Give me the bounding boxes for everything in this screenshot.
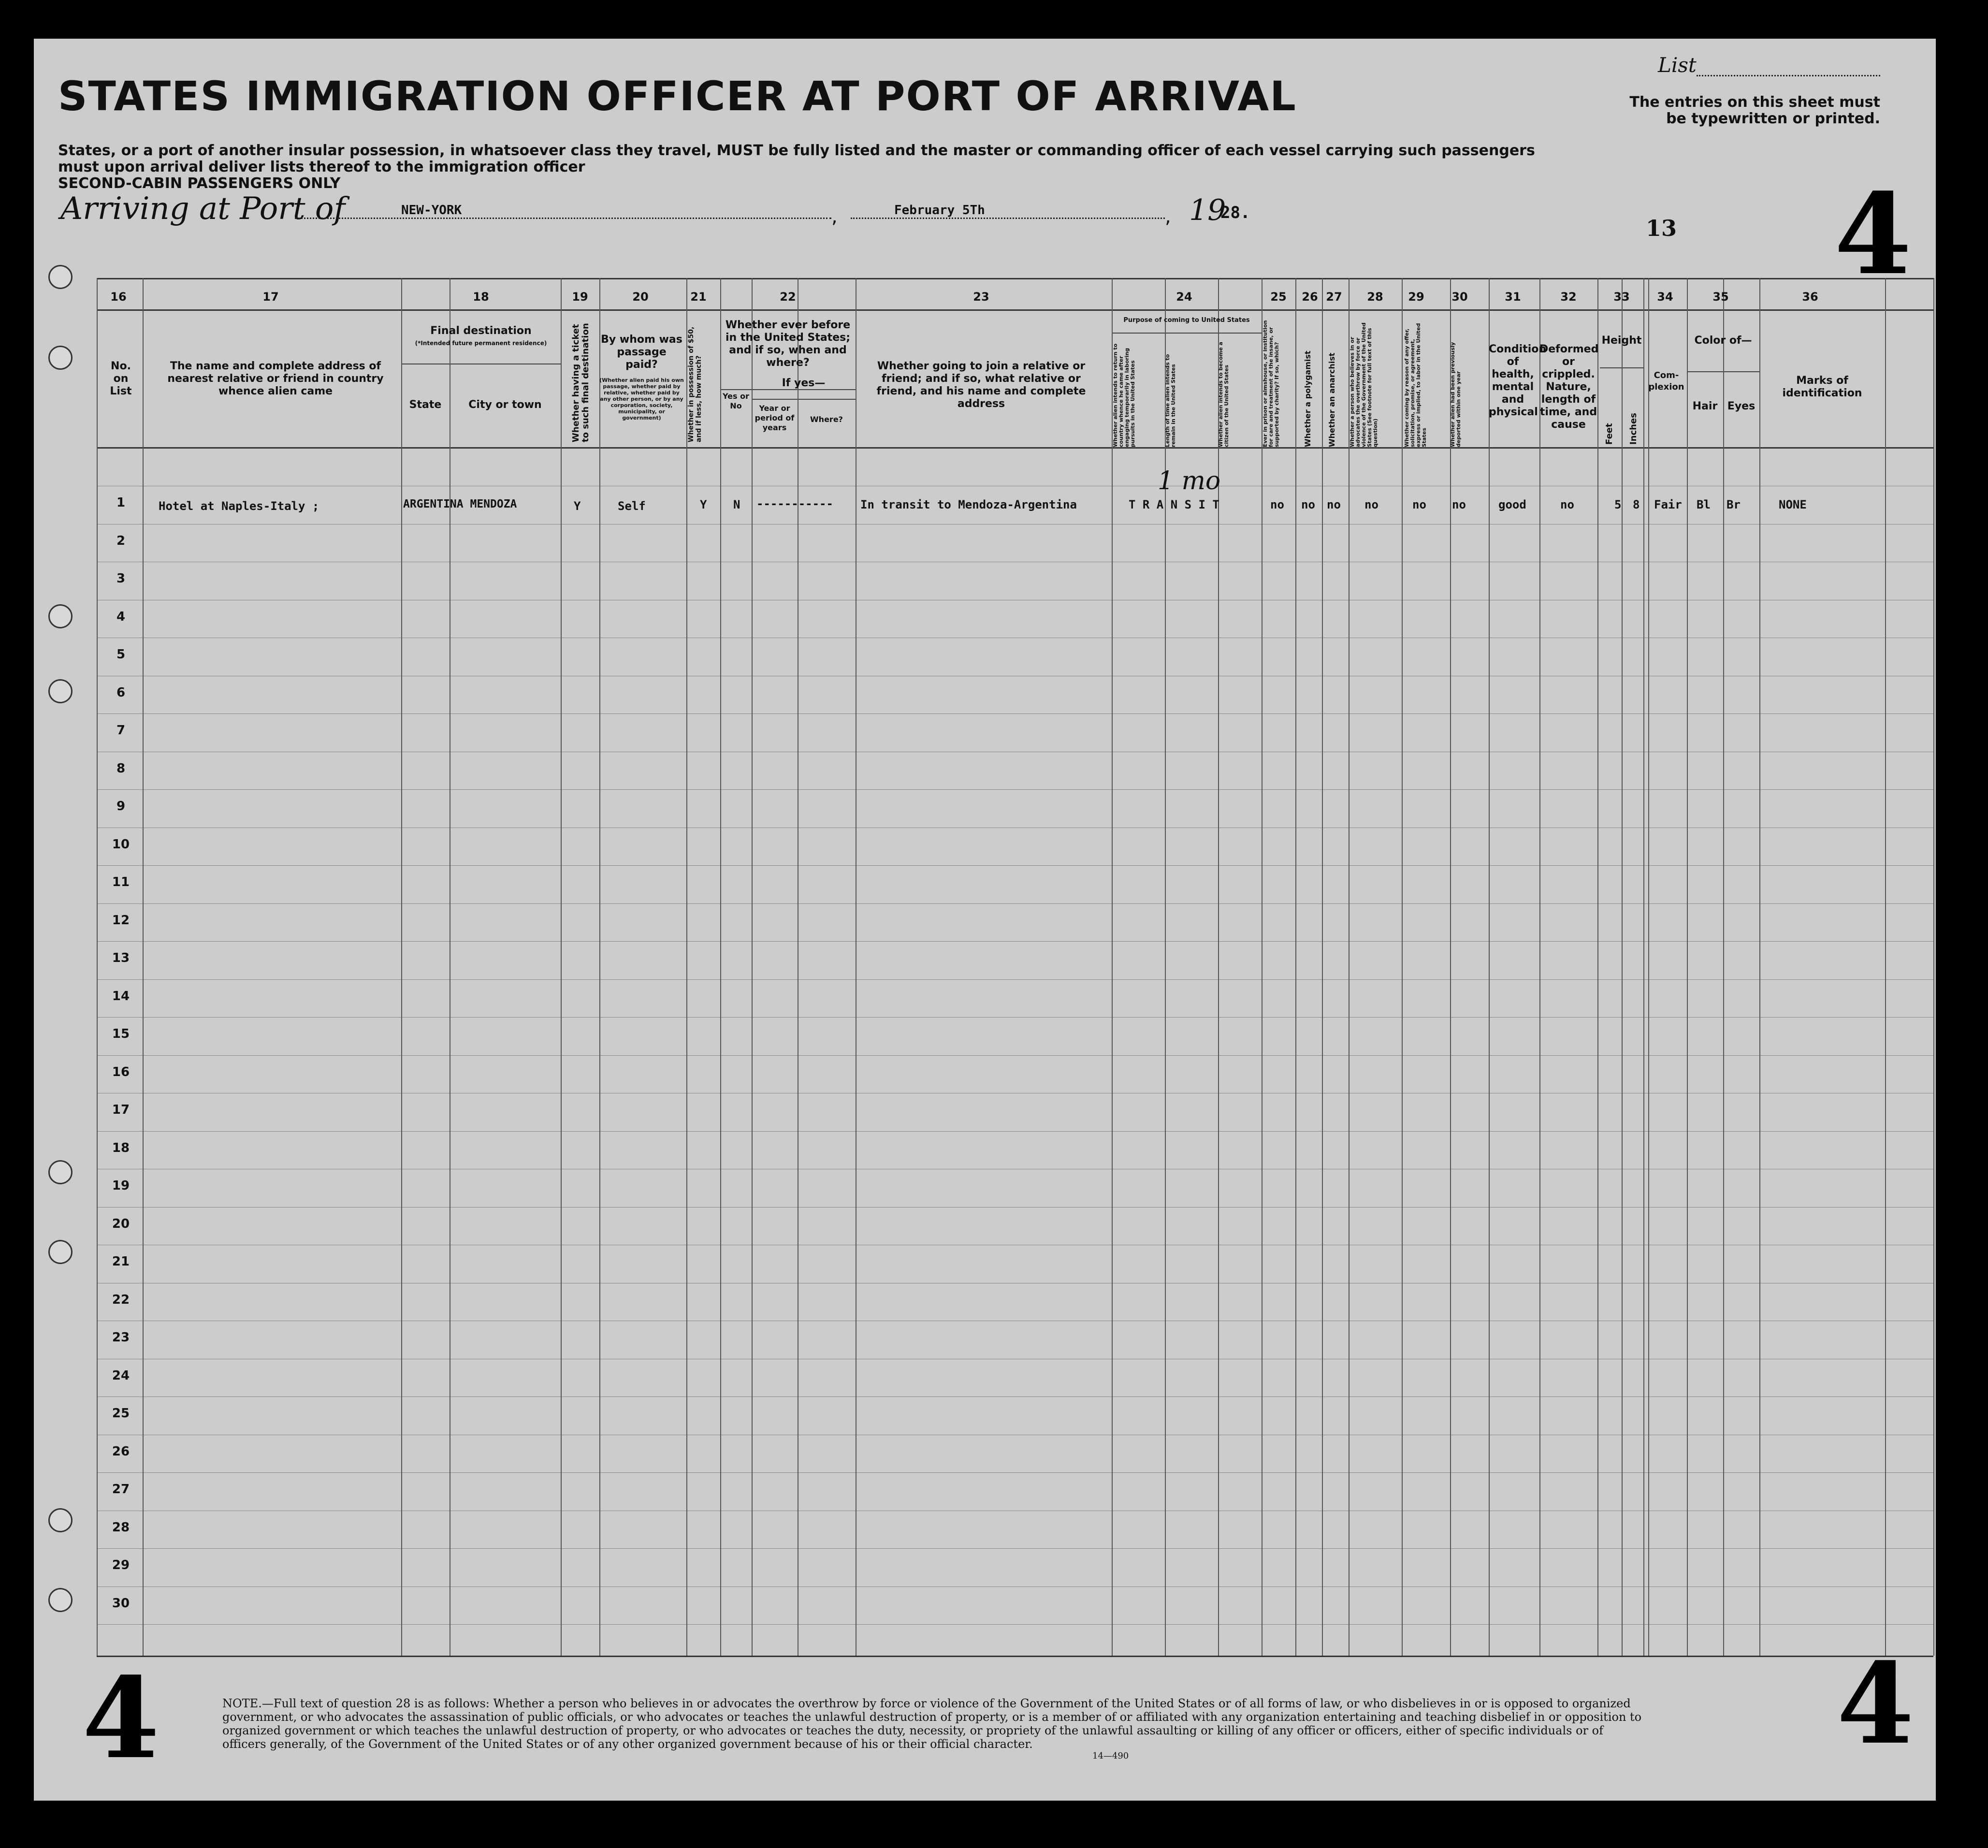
row-number: 18 (112, 1140, 130, 1155)
row-number: 1 (116, 495, 126, 510)
row-number: 3 (116, 571, 126, 586)
col-number: 30 (1451, 290, 1468, 304)
header-join-relative: Whether going to join a relative or friend; and if so, what relative or friend, and his name and complete address (876, 360, 1086, 410)
col-number: 31 (1505, 290, 1521, 304)
entry-feet: 5 (1614, 498, 1622, 511)
header-polygamist: Whether a polygamist (1303, 350, 1312, 447)
grid-vline (97, 278, 98, 1656)
binder-hole (48, 1588, 73, 1612)
grid-vline (1723, 278, 1724, 1656)
header-feet: Feet (1604, 423, 1614, 445)
grid-hline (97, 447, 1933, 449)
row-number: 26 (112, 1444, 130, 1459)
entry-health: good (1498, 498, 1526, 511)
header-year-period: Year or period of years (755, 404, 795, 432)
col-number: 27 (1326, 290, 1342, 304)
entry-join: In transit to Mendoza-Argentina (860, 498, 1077, 511)
sheet-number: 13 (1646, 215, 1677, 241)
header-no-on-list: No. on List (110, 360, 132, 397)
grid-row-line (97, 713, 1933, 714)
row-number: 14 (112, 989, 130, 1004)
grid-vline (1349, 278, 1350, 1656)
entry-complexion: Fair (1654, 498, 1682, 511)
header-color-of: Color of— (1694, 335, 1752, 347)
arriving-label: Arriving at Port of (60, 191, 346, 227)
col-number: 16 (110, 290, 127, 304)
entry-inches: 8 (1633, 498, 1640, 511)
row-number: 16 (112, 1064, 130, 1079)
footnote: NOTE.—Full text of question 28 is as follows: Whether a person who believes in or advocates the overthrow by force or violence of the Government of the United States or of all forms of law, or who disbelieves in or is opposed to organized government, or who advocates the assassination of public officials, or who advocates or teaches the unlawful destruction of property, or is a member of or affiliated with any organization entertaining and teaching disbelief in or opposition to organized government or which teaches the unlawful destruction of property, or who advocates or teaches the duty, necessity, or propriety of the unlawful assaulting or killing of any officer or officers, either of specific individuals or of officers generally, of the Government of the United States or of any other organized government because of his or their official character. (222, 1697, 1642, 1751)
col-number: 25 (1270, 290, 1287, 304)
port-line (295, 218, 831, 219)
row-number: 23 (112, 1330, 130, 1345)
grid-vline (752, 278, 753, 1656)
grid-hline (97, 1656, 1933, 1657)
row-number: 2 (116, 533, 126, 548)
row-number: 27 (112, 1482, 130, 1497)
row-number: 10 (112, 837, 130, 852)
row-number: 25 (112, 1406, 130, 1421)
grid-vline (1648, 278, 1649, 1656)
grid-vline (1885, 278, 1886, 1656)
row-number: 17 (112, 1103, 130, 1117)
entry-polygamist: no (1301, 498, 1315, 511)
row-number: 15 (112, 1027, 130, 1041)
grid-row-line (97, 1131, 1933, 1132)
page-title: STATES IMMIGRATION OFFICER AT PORT OF ARRIVAL (58, 73, 1297, 120)
row-number: 29 (112, 1558, 130, 1572)
header-purpose: Purpose of coming to United States (1123, 317, 1250, 324)
grid-vline (1402, 278, 1403, 1656)
header-passage-paid: By whom was passage paid? (601, 334, 682, 371)
grid-vline (1759, 278, 1760, 1656)
col-number: 19 (572, 290, 588, 304)
subtitle-class: SECOND-CABIN PASSENGERS ONLY (58, 175, 341, 192)
header-hair: Hair (1692, 400, 1718, 412)
grid-vline (1622, 278, 1623, 1656)
col-number: 20 (632, 290, 649, 304)
header-where: Where? (810, 415, 843, 424)
header-height: Height (1601, 335, 1642, 347)
binder-hole (48, 1240, 73, 1264)
grid-subline (1112, 333, 1262, 334)
grid-vline (143, 278, 144, 1656)
entry-ticket: Y (574, 499, 581, 513)
subtitle-instructions: States, or a port of another insular possession, in whatsoever class they travel, MUST be fully listed and the master or commanding officer of each vessel carrying such passengers must upon arrival deliver lists thereof to the immigration officer (58, 142, 1535, 175)
grid-vline (1687, 278, 1688, 1656)
header-inches: Inches (1628, 413, 1639, 445)
comma: , (1165, 205, 1171, 228)
header-final-destination: Final destination (430, 325, 532, 337)
entry-state-city: ARGENTINA MENDOZA (403, 498, 517, 510)
header-q29: Whether coming by reason of any offer, solicitation, promise, or agreement, express or implied, to labor in the United States (1404, 323, 1427, 447)
header-if-yes: If yes— (782, 377, 826, 389)
header-before-us: Whether ever before in the United States; and if so, when and where? (725, 319, 851, 369)
grid-vline (1295, 278, 1296, 1656)
page-mark-top-right: 4 (1834, 169, 1912, 300)
grid-row-line (97, 941, 1933, 942)
header-marks: Marks of identification (1782, 375, 1862, 399)
grid-row-line (97, 865, 1933, 866)
row-number: 28 (112, 1520, 130, 1535)
binder-hole (48, 1508, 73, 1532)
entry-before-dash: ----------- (756, 497, 833, 510)
entry-q28: no (1364, 498, 1379, 511)
row-number: 9 (116, 799, 126, 814)
row-number: 4 (116, 609, 126, 624)
row-number: 11 (112, 875, 130, 889)
grid-vline (1643, 278, 1644, 1656)
binder-hole (48, 679, 73, 703)
header-passage-paid-note: (Whether alien paid his own passage, whether paid by relative, whether paid by any other person, or by any corporation, society, municipality, or government) (599, 377, 684, 421)
port-value: NEW-YORK (401, 203, 462, 218)
col-number: 28 (1367, 290, 1383, 304)
grid-row-line (97, 1055, 1933, 1056)
entry-before: N (733, 498, 740, 511)
row-number: 19 (112, 1179, 130, 1193)
row-number: 30 (112, 1596, 130, 1611)
grid-vline (720, 278, 721, 1656)
binder-hole (48, 346, 73, 370)
grid-row-line (97, 979, 1933, 980)
row-number: 5 (116, 647, 126, 662)
col-number: 32 (1560, 290, 1577, 304)
header-q30: Whether alien had been previously deported within one year (1450, 342, 1462, 447)
grid-hline (97, 278, 1933, 279)
row-number: 12 (112, 913, 130, 928)
col-number: 18 (473, 290, 489, 304)
date-line (851, 218, 1165, 219)
col-number: 23 (973, 290, 989, 304)
col-number: 33 (1613, 290, 1630, 304)
date-value: February 5Th (894, 203, 985, 218)
header-purpose-c: Whether alien intends to become a citizen of the United States (1218, 342, 1230, 447)
col-number: 26 (1302, 290, 1318, 304)
grid-vline (686, 278, 687, 1656)
entry-deformed: no (1560, 498, 1574, 511)
grid-vline (1450, 278, 1451, 1656)
grid-row-line (97, 1586, 1933, 1587)
row-number: 22 (112, 1292, 130, 1307)
col-number: 22 (780, 290, 796, 304)
binder-hole (48, 265, 73, 289)
grid-row-line (97, 1472, 1933, 1473)
grid-row-line (97, 1017, 1933, 1018)
row-number: 7 (116, 723, 126, 738)
header-eyes: Eyes (1727, 400, 1756, 412)
entry-paid-by: Self (618, 499, 646, 513)
grid-vline (1597, 278, 1598, 1656)
entry-prison: no (1270, 498, 1284, 511)
typewritten-note: The entries on this sheet must be typewritten or printed. (1629, 94, 1880, 127)
entry-q30: no (1452, 498, 1466, 511)
row-number: 24 (112, 1368, 130, 1383)
row-number: 20 (112, 1216, 130, 1231)
grid-row-line (97, 1624, 1933, 1625)
grid-vline (1933, 278, 1934, 1656)
header-prison: Ever in prison or almshouse, or institution for care and treatment of the insane, or supported by charity? If so, which? (1262, 320, 1280, 447)
header-possession: Whether in possession of $50, and if less, how much? (687, 326, 703, 442)
list-label: List (1658, 53, 1697, 77)
grid-vline (1489, 278, 1490, 1656)
grid-row-line (97, 789, 1933, 790)
entry-anarchist: no (1327, 498, 1341, 511)
header-ticket: Whether having a ticket to such final destination (571, 323, 591, 442)
binder-hole (48, 604, 73, 628)
col-number: 34 (1657, 290, 1673, 304)
col-number: 29 (1408, 290, 1424, 304)
year-prefix: 19 (1189, 193, 1226, 227)
header-yes-no: Yes or No (723, 392, 749, 410)
entry-hair: Bl (1697, 498, 1711, 511)
header-state: State (409, 399, 442, 411)
grid-vline (1322, 278, 1323, 1656)
grid-row-line (97, 903, 1933, 904)
grid-vline (599, 278, 600, 1656)
grid-vline (401, 278, 402, 1656)
grid-vline (1539, 278, 1540, 1656)
header-purpose-b: Length of time alien intends to remain in the United States (1164, 354, 1176, 447)
grid-row-line (97, 1207, 1933, 1208)
page-mark-bottom-left: 4 (82, 1653, 160, 1784)
binder-hole (48, 1160, 73, 1184)
grid-vline (1112, 278, 1113, 1656)
form-number: 14—490 (1092, 1751, 1129, 1761)
entry-possession: Y (700, 498, 707, 511)
grid-hline (97, 309, 1933, 311)
entry-relative: Hotel at Naples-Italy ; (159, 499, 319, 513)
row-number: 13 (112, 951, 130, 965)
list-number-line (1697, 75, 1880, 76)
col-number: 35 (1712, 290, 1729, 304)
header-q28: Whether a person who believes in or advocates the overthrow by force or violence of the Government of the United States (See footnote for full text of this question) (1349, 322, 1379, 447)
grid-subline (752, 399, 856, 400)
grid-row-line (97, 1548, 1933, 1549)
row-number: 8 (116, 761, 126, 776)
entry-purpose: T R A N S I T (1129, 498, 1219, 511)
header-complexion: Com-plexion (1648, 370, 1684, 392)
subtitle (58, 143, 1581, 192)
col-number: 36 (1802, 290, 1818, 304)
header-relative-name: The name and complete address of nearest relative or friend in country whence alien came (167, 360, 384, 397)
entry-marks: NONE (1779, 498, 1807, 511)
year-suffix: 28. (1220, 203, 1250, 222)
header-deformed: Deformed or crippled. Nature, length of time, and cause (1539, 343, 1599, 431)
grid-vline (561, 278, 562, 1656)
row-number: 6 (116, 685, 126, 700)
col-number: 21 (690, 290, 707, 304)
header-city: City or town (468, 399, 542, 411)
comma: , (831, 205, 838, 228)
header-purpose-a: Whether alien intends to return to country whence he came after engaging temporarily in laboring pursuits in the United States (1112, 343, 1136, 447)
header-final-destination-note: (*Intended future permanent residence) (415, 340, 547, 347)
entry-eyes: Br (1727, 498, 1741, 511)
header-anarchist: Whether an anarchist (1327, 352, 1336, 447)
entry-q29: no (1412, 498, 1426, 511)
col-number: 24 (1176, 290, 1192, 304)
row-number: 21 (112, 1254, 130, 1269)
page-mark-bottom-right: 4 (1837, 1639, 1915, 1769)
handwritten-annotation: 1 mo (1158, 466, 1221, 495)
header-health: Condition of health, mental and physical (1489, 343, 1547, 418)
col-number: 17 (262, 290, 279, 304)
